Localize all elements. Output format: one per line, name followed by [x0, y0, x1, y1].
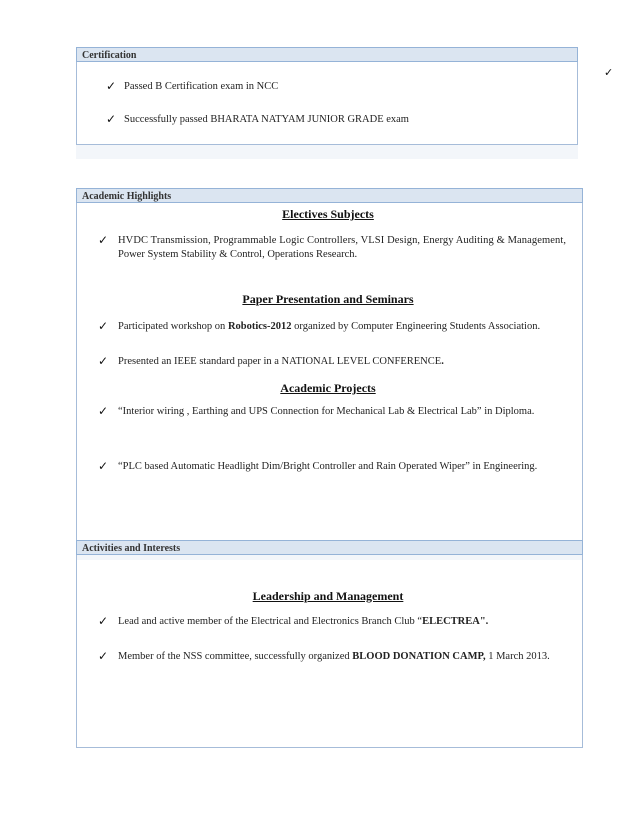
check-icon: ✓: [106, 79, 117, 93]
paper-item-1-rest: organized by Computer Engineering Students Association.: [291, 321, 541, 332]
activity-item-2-text: Member of the NSS committee, successfully organized: [118, 651, 353, 662]
check-icon: ✓: [98, 649, 109, 663]
activity-item-1: [118, 615, 488, 629]
project-item-1: “Interior wiring , Earthing and UPS Connection for Mechanical Lab & Electrical Lab” in Diploma.: [118, 406, 535, 417]
paper-item-2-bold: .: [441, 356, 444, 367]
check-icon: ✓: [98, 319, 109, 333]
certification-item-1: Passed B Certification exam in NCC: [124, 81, 279, 92]
paper-item-1-bold: Robotics-2012: [227, 321, 292, 332]
activities-interests-header: Activities and Interests: [76, 540, 583, 555]
paper-item-2: [118, 355, 444, 369]
paper-presentation-title: Paper Presentation and Seminars: [242, 292, 414, 306]
activity-item-1-bold: ELECTREA".: [422, 616, 489, 627]
activity-item-2-rest: 1 March 2013.: [485, 651, 550, 662]
paper-item-1: [118, 320, 540, 334]
check-icon: ✓: [98, 354, 109, 368]
certification-box: [76, 62, 578, 145]
academic-highlights-header: Academic Highlights: [76, 188, 583, 203]
certification-item-2: Successfully passed BHARATA NATYAM JUNIOR GRADE exam: [124, 114, 409, 125]
electives-title: Electives Subjects: [282, 207, 374, 221]
electives-item: [118, 234, 578, 262]
certification-header: Certification: [76, 47, 578, 62]
academic-projects-title: Academic Projects: [280, 381, 376, 395]
project-item-2: “PLC based Automatic Headlight Dim/Bright Controller and Rain Operated Wiper” in Engineering.: [118, 461, 538, 472]
electives-line-2: Power System Stability & Control, Operations Research.: [118, 249, 358, 260]
activity-item-2: [118, 650, 550, 664]
paper-item-1-text: Participated workshop on: [118, 321, 228, 332]
check-icon: ✓: [98, 404, 109, 418]
certification-shadow: [76, 145, 578, 159]
paper-item-2-text: Presented an IEEE standard paper in a NATIONAL LEVEL CONFERENCE: [118, 356, 442, 367]
activity-item-2-bold: BLOOD DONATION CAMP,: [352, 651, 486, 662]
electives-line-1: HVDC Transmission, Programmable Logic Controllers, VLSI Design, Energy Auditing & Management,: [118, 235, 567, 246]
leadership-title: Leadership and Management: [252, 589, 404, 603]
check-icon: ✓: [98, 459, 109, 473]
stray-check-mark: ✓: [604, 66, 614, 79]
check-icon: ✓: [106, 112, 117, 126]
check-icon: ✓: [98, 614, 109, 628]
check-icon: ✓: [98, 233, 109, 247]
activity-item-1-text: Lead and active member of the Electrical and Electronics Branch Club “: [118, 616, 423, 627]
